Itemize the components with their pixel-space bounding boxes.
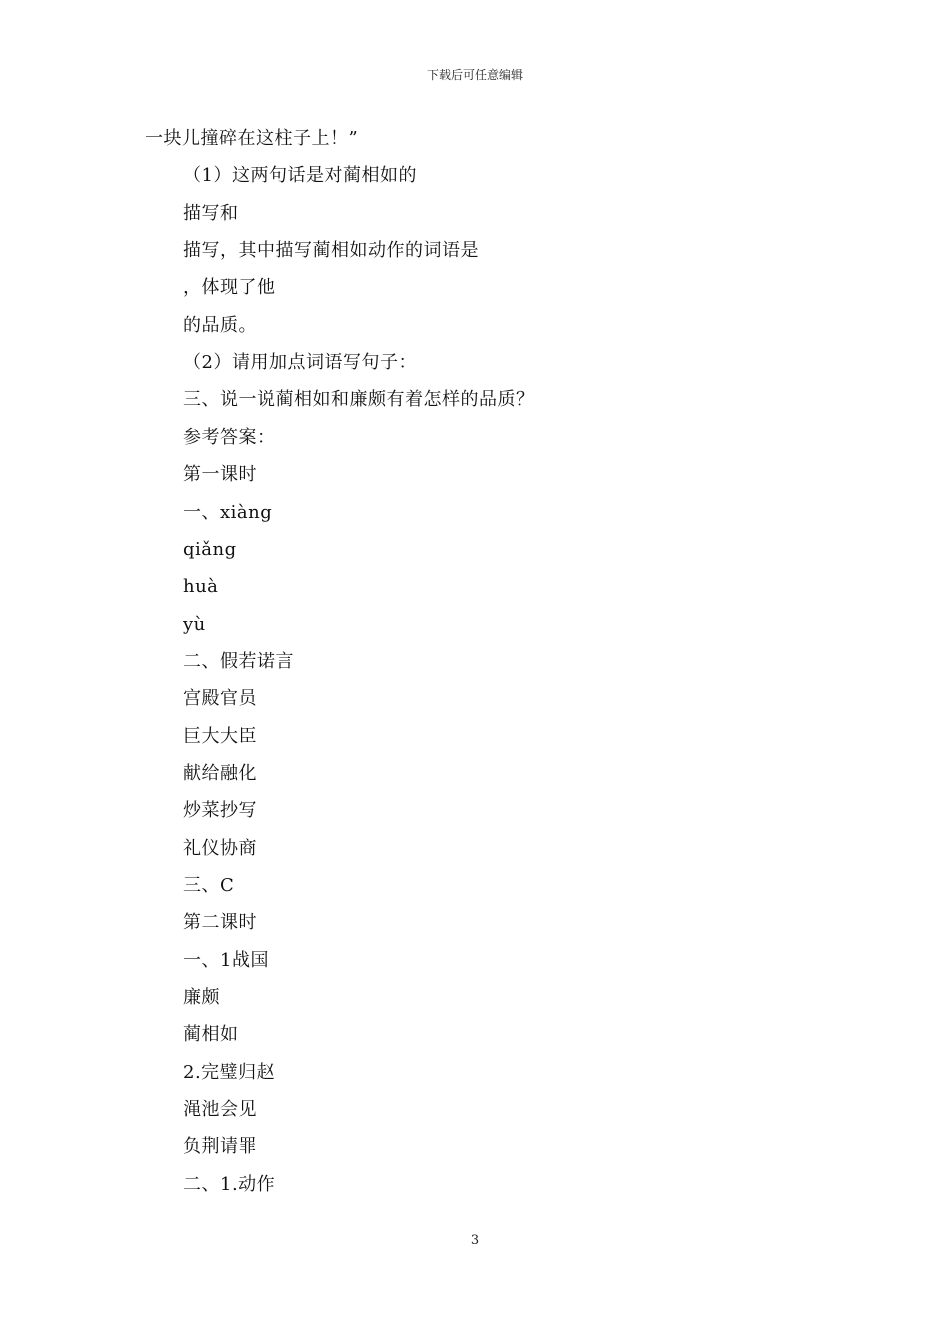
text-line-26: 2.完璧归赵: [183, 1062, 276, 1083]
text-line-17: 巨大大臣: [183, 726, 257, 747]
text-line-13: huà: [183, 576, 219, 597]
text-line-19: 炒菜抄写: [183, 800, 257, 821]
text-line-25: 蔺相如: [183, 1024, 239, 1045]
text-line-5: ，体现了他: [183, 277, 276, 298]
text-line-11: 一、xiàng: [183, 502, 273, 523]
text-line-15: 二、假若诺言: [183, 651, 294, 672]
text-line-7: （2）请用加点词语写句子：: [183, 352, 417, 373]
page-number: 3: [470, 1233, 480, 1248]
text-line-4: 描写，其中描写蔺相如动作的词语是: [183, 240, 479, 261]
text-line-21: 三、C: [183, 875, 235, 896]
text-line-20: 礼仪协商: [183, 838, 257, 859]
text-line-12: qiǎng: [183, 539, 237, 560]
text-line-3: 描写和: [183, 203, 239, 224]
text-line-18: 献给融化: [183, 763, 257, 784]
text-line-8: 三、说一说蔺相如和廉颇有着怎样的品质？: [183, 389, 535, 410]
text-line-1: 一块儿撞碎在这柱子上！”: [145, 128, 359, 149]
text-line-6: 的品质。: [183, 315, 257, 336]
text-line-2: （1）这两句话是对蔺相如的: [183, 165, 417, 186]
text-line-9: 参考答案：: [183, 427, 276, 448]
text-line-23: 一、1战国: [183, 950, 269, 971]
text-line-27: 渑池会见: [183, 1099, 257, 1120]
page-header: 下载后可任意编辑: [426, 68, 523, 82]
text-line-14: yù: [183, 614, 206, 635]
text-line-29: 二、1.动作: [183, 1174, 276, 1195]
text-line-16: 宫殿官员: [183, 688, 257, 709]
text-line-28: 负荆请罪: [183, 1136, 257, 1157]
text-line-24: 廉颇: [183, 987, 220, 1008]
text-line-22: 第二课时: [183, 912, 257, 933]
text-line-10: 第一课时: [183, 464, 257, 485]
